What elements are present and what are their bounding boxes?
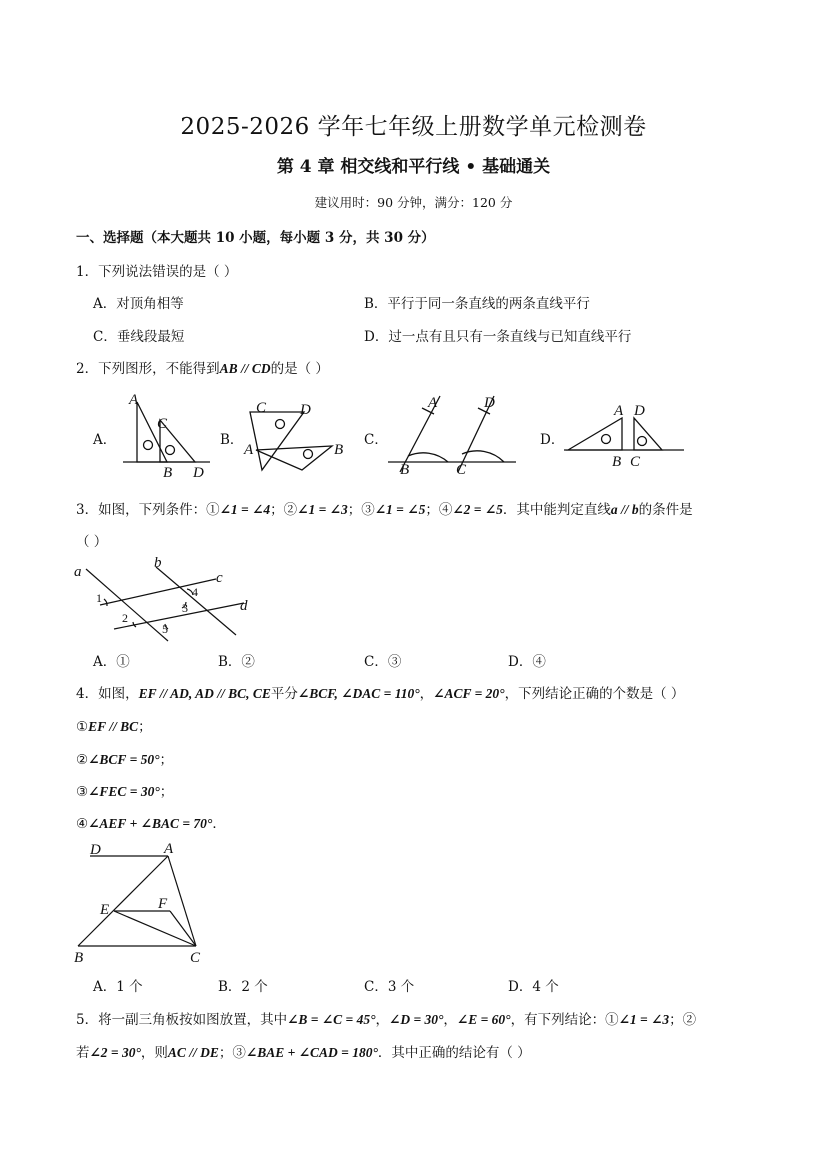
q4-option-d[interactable]: D．4 个	[508, 979, 559, 995]
q2-stem-text: 2．下列图形，不能得到	[76, 361, 220, 377]
q2-stem-end: 的是（ ）	[270, 361, 329, 377]
q2-fig-c-label[interactable]: C．	[364, 432, 388, 448]
circle-left	[144, 441, 153, 450]
line-a-label: a	[74, 564, 82, 580]
q5-math-6: AC // DE	[167, 1045, 219, 1060]
q3-stem	[76, 498, 693, 518]
q2-figure-c	[386, 392, 521, 477]
q3-cond-4: ∠2 = ∠5	[452, 502, 503, 517]
page-subtitle: 第 4 章 相交线和平行线 • 基础通关	[276, 157, 551, 177]
q5-math-3: ∠E = 60°	[456, 1012, 511, 1027]
q2-figure-b	[242, 398, 352, 478]
q4-item-4	[76, 812, 226, 832]
q4-item-2-num: ②	[76, 752, 89, 768]
line-c	[100, 579, 216, 605]
angle-3-label: 3	[182, 601, 188, 615]
q5-text-e: ；②	[669, 1012, 697, 1028]
q3-text-b: ．其中能判定直线	[502, 502, 611, 518]
q4-text-a: 4．如图，	[76, 686, 139, 702]
q4-item-1-math: EF // BC	[88, 719, 139, 734]
q4-stem	[76, 682, 684, 702]
page-title: 2025-2026 学年七年级上册数学单元检测卷	[180, 114, 647, 140]
line-ba	[78, 856, 168, 946]
angle-2-label: 2	[122, 611, 128, 625]
circle-right	[166, 446, 175, 455]
q2-fig-d-label[interactable]: D．	[540, 432, 565, 448]
pt-c: C	[256, 400, 267, 416]
q4-figure	[74, 838, 214, 966]
q3-option-a[interactable]: A．①	[93, 654, 130, 670]
q5-text-h: ；③	[218, 1045, 246, 1061]
q4-item-1	[76, 715, 152, 735]
q4-given-2: ∠BCF, ∠DAC = 110°	[297, 686, 420, 701]
pt-a: A	[164, 841, 174, 857]
pt-c: C	[630, 454, 641, 470]
q3-sep-4: ；④	[425, 502, 453, 518]
q4-given-3: ∠ACF = 20°	[433, 686, 505, 701]
q3-ab: a // b	[610, 502, 639, 517]
pt-d: D	[90, 842, 101, 858]
q1-option-c[interactable]: C．垂线段最短	[93, 329, 185, 345]
q4-sep: ，	[419, 686, 434, 702]
q1-option-a[interactable]: A．对顶角相等	[93, 296, 184, 312]
q2-fig-b-label[interactable]: B．	[220, 432, 244, 448]
pt-b: B	[400, 462, 410, 478]
section-heading: 一、选择题（本大题共 10 小题，每小题 3 分，共 30 分）	[76, 230, 435, 246]
q5-text-i: ．其中正确的结论有（ ）	[377, 1045, 531, 1061]
pt-a: A	[428, 395, 438, 411]
q3-cond-3: ∠1 = ∠5	[374, 502, 426, 517]
q2-fig-a-label[interactable]: A．	[93, 432, 117, 448]
q4-item-1-num: ①	[76, 719, 89, 735]
q4-given-1: EF // AD, AD // BC, CE	[138, 686, 271, 701]
q5-text-g: ，则	[140, 1045, 168, 1061]
q3-option-c[interactable]: C．③	[364, 654, 402, 670]
q4-item-3	[76, 780, 173, 800]
q3-option-d[interactable]: D．④	[508, 654, 546, 670]
angle-5-label: 5	[162, 622, 168, 636]
q3-sep-3: ；③	[347, 502, 375, 518]
q5-stem-line1	[76, 1008, 696, 1028]
q2-figure-a	[115, 390, 215, 480]
q3-sep-2: ；②	[270, 502, 298, 518]
line-ac	[168, 856, 196, 946]
pt-d: D	[484, 395, 495, 411]
triangle-bottom	[256, 446, 332, 470]
q5-text-a: 5．将一副三角板按如图放置，其中	[76, 1012, 288, 1028]
triangle-left	[568, 418, 622, 450]
line-d-label: d	[240, 598, 248, 614]
triangle-right	[634, 418, 662, 450]
q2-figure-d	[562, 398, 687, 476]
q2-stem-math: AB // CD	[219, 361, 271, 376]
time-score-note: 建议用时：90 分钟，满分：120 分	[314, 195, 513, 210]
q4-item-3-math: ∠FEC = 30°	[88, 784, 160, 799]
line-b	[156, 567, 236, 635]
pt-c: C	[190, 950, 201, 966]
line-c-label: c	[216, 570, 223, 586]
q5-sep-c: ，	[443, 1012, 457, 1028]
angle-4-label: 4	[192, 585, 198, 599]
q4-option-a[interactable]: A．1 个	[93, 979, 143, 995]
q4-item-1-end: ；	[138, 719, 152, 735]
q4-text-c: ，下列结论正确的个数是（ ）	[504, 686, 685, 702]
q4-item-3-end: ；	[159, 784, 174, 800]
q5-math-4: ∠1 = ∠3	[618, 1012, 670, 1027]
pt-b: B	[163, 465, 173, 481]
line-b-label: b	[154, 555, 162, 571]
q5-text-d: ，有下列结论：①	[510, 1012, 619, 1028]
pt-a: A	[244, 442, 254, 458]
q3-text-a: 3．如图，下列条件：①	[76, 502, 220, 518]
q5-math-1: ∠B = ∠C = 45°	[287, 1012, 376, 1027]
q5-text-f: 若	[76, 1045, 90, 1061]
pt-b: B	[334, 442, 344, 458]
q5-math-2: ∠D = 30°	[389, 1012, 444, 1027]
q3-paren: （ ）	[76, 534, 108, 550]
q4-item-4-math: ∠AEF + ∠BAC = 70°	[88, 816, 213, 831]
q4-item-2-end: ；	[159, 752, 174, 768]
q5-sep-b: ，	[375, 1012, 390, 1028]
q3-text-c: 的条件是	[638, 502, 693, 518]
q3-option-b[interactable]: B．②	[218, 654, 255, 670]
q4-option-c[interactable]: C．3 个	[364, 979, 415, 995]
pt-a: A	[129, 392, 139, 408]
pt-a: A	[614, 403, 624, 419]
q4-item-2	[76, 748, 173, 768]
pt-b: B	[612, 454, 622, 470]
q3-figure	[74, 555, 264, 645]
q1-option-b[interactable]: B．平行于同一条直线的两条直线平行	[364, 296, 590, 312]
pt-f: F	[158, 896, 168, 912]
q4-item-4-num: ④	[76, 816, 89, 832]
pt-e: E	[100, 902, 110, 918]
q4-option-b[interactable]: B．2 个	[218, 979, 268, 995]
q2-stem	[76, 357, 329, 377]
q4-item-2-math: ∠BCF = 50°	[88, 752, 160, 767]
q4-item-3-num: ③	[76, 784, 89, 800]
q3-cond-2: ∠1 = ∠3	[297, 502, 348, 517]
q4-item-4-end: ．	[212, 816, 226, 832]
q1-option-d[interactable]: D．过一点有且只有一条直线与已知直线平行	[364, 329, 632, 345]
triangle-left	[137, 402, 167, 462]
pt-d: D	[634, 403, 645, 419]
q1-stem: 1．下列说法错误的是（ ）	[76, 264, 238, 280]
pt-d: D	[300, 402, 311, 418]
pt-c: C	[456, 462, 467, 478]
pt-d: D	[193, 465, 204, 481]
pt-c: C	[157, 416, 168, 432]
q4-text-b: 平分	[270, 686, 298, 702]
angle-1-label: 1	[96, 591, 102, 605]
q5-math-5: ∠2 = 30°	[89, 1045, 141, 1060]
pt-b: B	[74, 950, 84, 966]
line-a	[86, 569, 168, 641]
q5-math-7: ∠BAE + ∠CAD = 180°	[245, 1045, 378, 1060]
q3-cond-1: ∠1 = ∠4	[219, 502, 271, 517]
q5-stem-line2	[76, 1041, 531, 1061]
